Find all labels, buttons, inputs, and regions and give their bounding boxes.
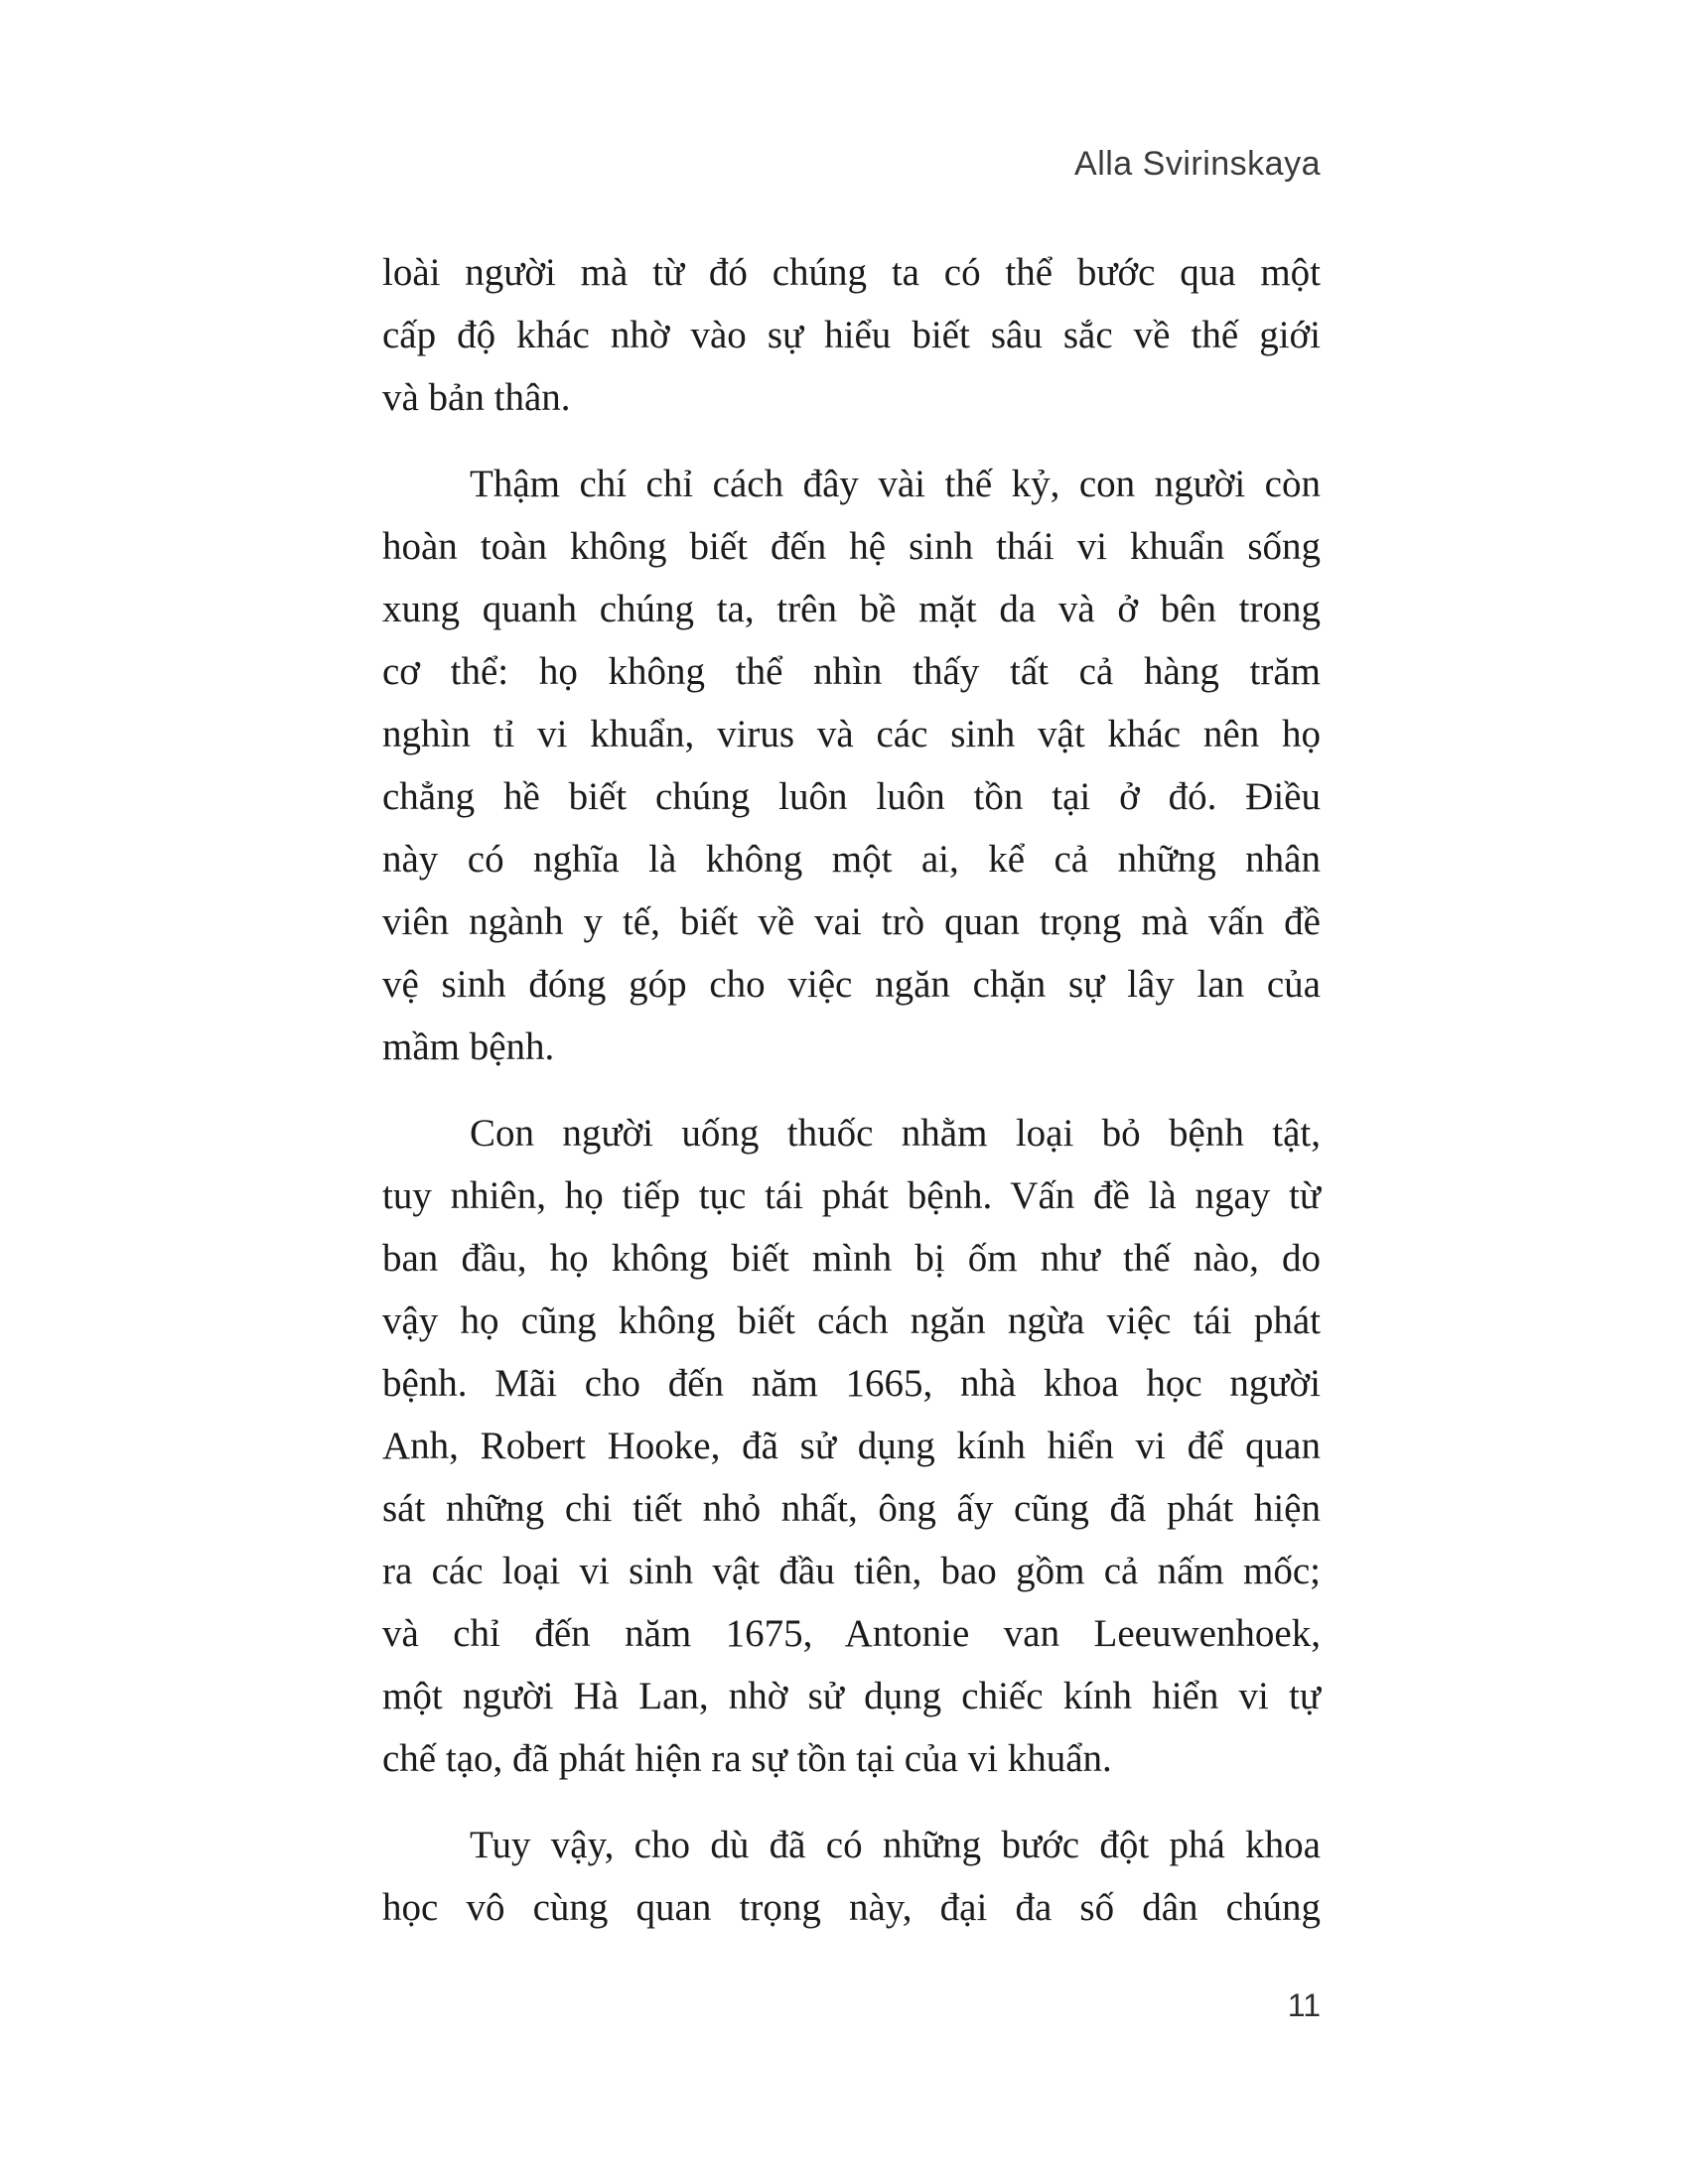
text-line: này có nghĩa là không một ai, kể cả những nhân [382,838,1321,881]
text-line: tuy nhiên, họ tiếp tục tái phát bệnh. Vấn đề là ngay từ [382,1174,1321,1217]
text-line: viên ngành y tế, biết về vai trò quan trọng mà vấn đề [382,900,1321,943]
paragraph [382,1814,1321,1939]
text-line: Anh, Robert Hooke, đã sử dụng kính hiển vi để quan [382,1425,1321,1467]
text-line: và bản thân. [382,376,571,419]
text-line: chẳng hề biết chúng luôn luôn tồn tại ở đó. Điều [382,775,1321,818]
text-line: nghìn tỉ vi khuẩn, virus và các sinh vật khác nên họ [382,713,1321,755]
text-line: cơ thể: họ không thể nhìn thấy tất cả hàng trăm [382,650,1321,693]
paragraph [382,453,1321,1078]
running-header-author: Alla Svirinskaya [1074,145,1321,183]
text-line: chế tạo, đã phát hiện ra sự tồn tại của vi khuẩn. [382,1737,1112,1780]
text-line: vệ sinh đóng góp cho việc ngăn chặn sự lây lan của [382,963,1321,1006]
body-text [382,241,1321,1939]
text-line: bệnh. Mãi cho đến năm 1665, nhà khoa học người [382,1362,1321,1405]
text-line: một người Hà Lan, nhờ sử dụng chiếc kính hiển vi tự [382,1675,1321,1717]
text-line: Tuy vậy, cho dù đã có những bước đột phá khoa [470,1824,1321,1866]
text-line: cấp độ khác nhờ vào sự hiểu biết sâu sắc về thế giới [382,314,1321,356]
paragraph [382,1102,1321,1790]
text-line: mầm bệnh. [382,1025,555,1068]
text-line: sát những chi tiết nhỏ nhất, ông ấy cũng đã phát hiện [382,1487,1321,1530]
text-line: loài người mà từ đó chúng ta có thể bước qua một [382,251,1321,294]
text-line: Con người uống thuốc nhằm loại bỏ bệnh tật, [470,1112,1321,1155]
paragraph [382,241,1321,429]
text-line: Thậm chí chỉ cách đây vài thế kỷ, con người còn [470,463,1321,505]
text-line: ban đầu, họ không biết mình bị ốm như thế nào, do [382,1237,1321,1280]
text-line: xung quanh chúng ta, trên bề mặt da và ở bên trong [382,588,1321,630]
page-number: 11 [1287,1987,1321,2023]
text-line: vậy họ cũng không biết cách ngăn ngừa việc tái phát [382,1299,1321,1342]
text-line: hoàn toàn không biết đến hệ sinh thái vi khuẩn sống [382,525,1321,568]
text-line: ra các loại vi sinh vật đầu tiên, bao gồm cả nấm mốc; [382,1550,1321,1592]
text-line: và chỉ đến năm 1675, Antonie van Leeuwenhoek, [382,1612,1321,1655]
text-line: học vô cùng quan trọng này, đại đa số dân chúng [382,1886,1321,1929]
